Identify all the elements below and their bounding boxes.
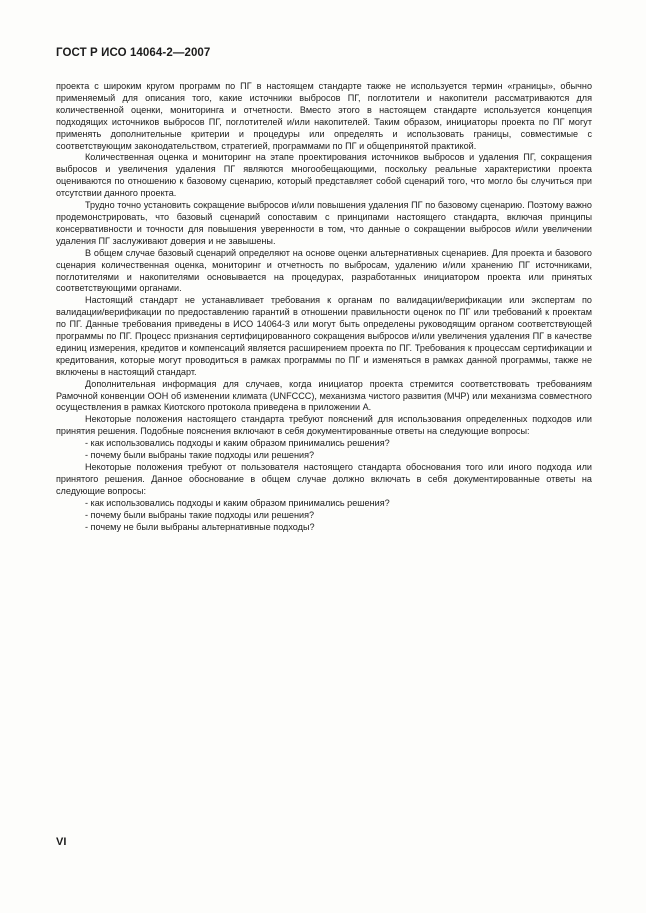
paragraph: Настоящий стандарт не устанавливает требования к органам по валидации/верификации или экспертам по валидации/верификации по предоставлению гарантий в отношении правильности оценок по ПГ или требований к проектам по ПГ. Данные требования приведены в ИСО 14064-3 или могут быть определены руководящим органом соответствующей программы по ПГ. Процесс признания сертифицированного сокращения выбросов и/или увеличения удаления ПГ в качестве единиц измерения, кредитов и компенсаций является расширением проекта по ПГ. Требования к процессам сертификации и кредитования, которые могут проводиться в рамках программы по ПГ и изменяться в рамках данной программы, также не включены в настоящий стандарт. — [56, 295, 592, 377]
list-item: - как использовались подходы и каким образом принимались решения? — [85, 438, 390, 449]
document-header: ГОСТ Р ИСО 14064-2—2007 — [56, 47, 211, 59]
document-body — [56, 81, 592, 533]
paragraph: Некоторые положения требуют от пользователя настоящего стандарта обоснования того или иного подхода или принятого решения. Данное обоснование в общем случае должно включать в себя документированные ответы на следующие вопросы: — [56, 462, 592, 496]
paragraph: Некоторые положения настоящего стандарта требуют пояснений для использования определенных подходов или принятия решения. Подобные пояснения включают в себя документированные ответы на следующие вопросы: — [56, 414, 592, 437]
paragraph: Дополнительная информация для случаев, когда инициатор проекта стремится соответствовать требованиям Рамочной конвенции ООН об изменении климата (UNFCCC), механизма чистого развития (МЧР) или механизма совместного осуществления в рамках Киотского протокола приведена в приложении А. — [56, 378, 592, 413]
paragraph: Количественная оценка и мониторинг на этапе проектирования источников выбросов и удаления ПГ, сокращения выбросов и увеличения удаления ПГ являются многообещающими, поскольку реальные характеристики проекта оцениваются по отношению к базовому сценарию, который представляет собой сценарий того, что могло бы случиться при отсутствии данного проекта. — [56, 152, 592, 199]
list-item: - как использовались подходы и каким образом принимались решения? — [85, 497, 390, 508]
paragraph: проекта с широким кругом программ по ПГ в настоящем стандарте также не используется термин «границы», обычно применяемый для описания того, какие источники выбросов ПГ, поглотители и накопители рассматриваются для количественной оценки, мониторинга и отчетности. Вместо этого в настоящем стандарте используется концепция подходящих источников выбросов ПГ, поглотителей и/или накопителей. Таким образом, инициаторы проекта по ПГ могут применять дополнительные критерии и процедуры или определять и использовать границы, совместимые с соответствующим законодательством, стратегией, программами по ПГ и общепринятой практикой. — [56, 81, 592, 151]
list-item: - почему были выбраны такие подходы или решения? — [85, 450, 315, 461]
list-item: - почему не были выбраны альтернативные подходы? — [85, 521, 315, 532]
paragraph: В общем случае базовый сценарий определяют на основе оценки альтернативных сценариев. Для проекта и базового сценария количественная оценка, мониторинг и отчетность по выбросам, удалению и/или хранению ПГ источниками, поглотителями и накопителями основывается на процедурах, разработанных инициатором проекта или принятых соответствующими органами. — [56, 247, 592, 294]
paragraph: Трудно точно установить сокращение выбросов и/или повышения удаления ПГ по базовому сценарию. Поэтому важно продемонстрировать, что базовый сценарий сопоставим с принципами настоящего стандарта, включая принципы консервативности и точности для повышения уверенности в том, что данные о сокращении выбросов и/или увеличении удаления ПГ заслуживают доверия и не завышены. — [56, 200, 592, 246]
list-item: - почему были выбраны такие подходы или решения? — [85, 509, 315, 520]
page-number: VI — [56, 836, 67, 848]
